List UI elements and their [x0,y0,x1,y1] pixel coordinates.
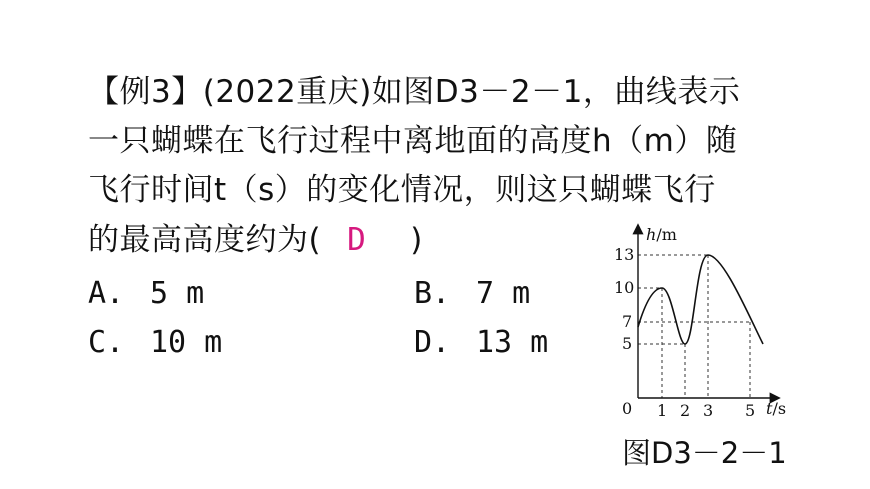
question-line-4-suffix: ) [410,222,423,258]
answer-choice: D [347,222,367,258]
y-tick-7: 7 [622,312,633,331]
x-tick-5: 5 [745,401,756,420]
option-c-text: 10 m [150,325,223,360]
y-tick-13: 13 [614,245,635,264]
x-tick-3: 3 [703,401,714,420]
question-line-2: 一只蝴蝶在飞行过程中离地面的高度h（m）随 [88,123,738,159]
option-b-letter: B. [414,276,451,311]
option-d-letter: D. [414,325,451,360]
y-tick-10: 10 [614,278,635,297]
x-tick-1: 1 [657,401,668,420]
option-d-text: 13 m [476,325,549,360]
figure-caption: 图D3－2－1 [622,436,787,470]
option-c-letter: C. [88,325,125,360]
question-line-4-prefix: 的最高高度约为( [88,222,322,258]
option-d[interactable] [414,325,548,361]
question-line-1: 【例3】(2022重庆)如图D3－2－1，曲线表示 [88,74,741,110]
option-b[interactable] [414,276,530,312]
dashed-guides [638,255,750,398]
height-curve [638,255,763,344]
option-a[interactable] [88,276,204,312]
option-a-letter: A. [88,276,125,311]
option-a-text: 5 m [150,276,205,311]
x-axis-label: t/s [766,399,787,418]
y-tick-5: 5 [622,334,633,353]
height-time-graph [608,222,808,422]
option-c[interactable] [88,325,222,361]
question-line-4 [88,220,423,260]
question-line-3: 飞行时间t（s）的变化情况，则这只蝴蝶飞行 [88,172,716,208]
x-tick-2: 2 [680,401,691,420]
y-axis-label: h/m [646,225,677,244]
option-b-text: 7 m [476,276,531,311]
origin-label: 0 [622,399,633,418]
